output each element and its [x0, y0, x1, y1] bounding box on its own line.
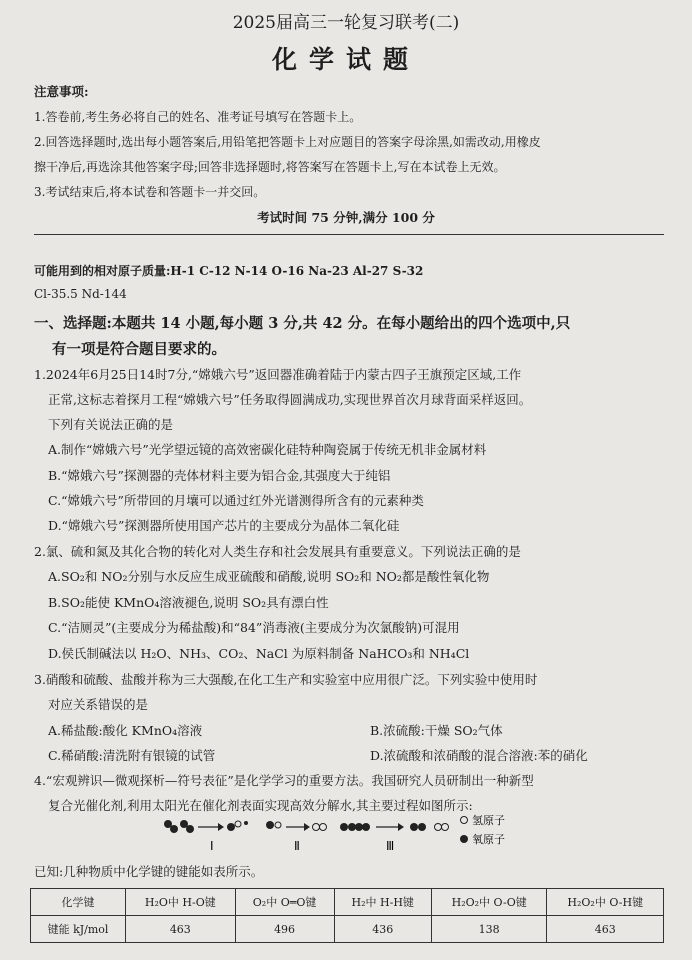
option-a: A.稀盐酸:酸化 KMnO₄溶液 [48, 723, 203, 738]
option-d: D.浓硫酸和浓硝酸的混合溶液:苯的硝化 [370, 748, 588, 763]
question-4-stem: 4.“宏观辨识—微观探析—符号表征”是化学学习的重要方法。我国研究人员研制出一种新型 [34, 773, 534, 788]
peroxide-molecule [340, 823, 370, 831]
section-heading: 一、选择题:本题共 14 小题,每小题 3 分,共 42 分。在每小题给出的四个选项中,只 [34, 315, 571, 332]
hydrogen-pair [313, 824, 327, 831]
question-1-stem: 正常,这标志着探月工程“嫦娥六号”任务取得圆满成功,实现世界首次月球背面采样返回。 [48, 392, 532, 407]
question-2-stem: 2.氯、硫和氮及其化合物的转化对人类生存和社会发展具有重要意义。下列说法正确的是 [34, 544, 521, 559]
table-cell: 键能 kJ/mol [31, 916, 126, 943]
question-3-stem: 对应关系错误的是 [48, 697, 149, 712]
divider [34, 234, 664, 235]
table-cell: 463 [126, 916, 236, 943]
exam-title: 2025届高三一轮复习联考(二) [232, 13, 460, 33]
table-row [31, 916, 664, 943]
oxygen-molecule [410, 823, 426, 831]
diagram-svg [158, 812, 598, 854]
arrow-icon [376, 823, 404, 831]
table-cell: 436 [334, 916, 431, 943]
option-c: C.“洁厕灵”(主要成分为稀盐酸)和“84”消毒液(主要成分为次氯酸钠)可混用 [48, 620, 460, 635]
legend-oxygen: 氧原子 [472, 833, 505, 846]
atomic-mass-line: 可能用到的相对原子质量:H-1 C-12 N-14 O-16 Na-23 Al-27 S-32 [34, 264, 424, 278]
subject-title: 化学试题 [271, 45, 420, 74]
legend-hydrogen: 氢原子 [472, 814, 505, 827]
table-cell: 463 [547, 916, 664, 943]
water-splitting-diagram [158, 812, 598, 854]
table-cell: 138 [431, 916, 547, 943]
option-b: B.SO₂能使 KMnO₄溶液褪色,说明 SO₂具有漂白性 [48, 595, 329, 610]
bond-energy-table [30, 888, 664, 943]
option-c: C.“嫦娥六号”所带回的月壤可以通过红外光谱测得所含有的元素种类 [48, 493, 424, 508]
note-item: 3.考试结束后,将本试卷和答题卡一并交回。 [34, 185, 266, 199]
arrow-icon [198, 823, 224, 831]
option-d: D.侯氏制碱法以 H₂O、NH₃、CO₂、NaCl 为原料制备 NaHCO₃和 NH₄Cl [48, 646, 470, 661]
option-b: B.浓硫酸:干燥 SO₂气体 [370, 723, 503, 738]
table-header-row [31, 889, 664, 916]
note-item: 1.答卷前,考生务必将自己的姓名、准考证号填写在答题卡上。 [34, 110, 362, 124]
oxygen-legend-icon [460, 835, 468, 843]
step-label: Ⅲ [386, 839, 395, 853]
table-cell: H₂O₂中 O-O键 [431, 889, 547, 916]
reactant-molecules [164, 820, 194, 833]
option-d: D.“嫦娥六号”探测器所使用国产芯片的主要成分为晶体二氧化硅 [48, 518, 400, 533]
option-a: A.SO₂和 NO₂分别与水反应生成亚硫酸和硝酸,说明 SO₂和 NO₂都是酸性氧化物 [48, 569, 490, 584]
table-cell: H₂O₂中 O-H键 [547, 889, 664, 916]
note-item: 擦干净后,再选涂其他答案字母;回答非选择题时,将答案写在答题卡上,写在本试卷上无效。 [34, 160, 506, 174]
table-cell: 496 [235, 916, 334, 943]
note-item: 2.回答选择题时,选出每小题答案后,用铅笔把答题卡上对应题目的答案字母涂黑,如需改动,用橡皮 [34, 135, 541, 149]
exam-time: 考试时间 75 分钟,满分 100 分 [257, 210, 435, 225]
table-cell: 化学键 [31, 889, 126, 916]
table-cell: O₂中 O═O键 [235, 889, 334, 916]
hydrogen-pair [435, 824, 449, 831]
option-a: A.制作“嫦娥六号”光学望远镜的高效密碳化硅特种陶瓷属于传统无机非金属材料 [48, 442, 487, 457]
table-cell: H₂中 H-H键 [334, 889, 431, 916]
notes-heading: 注意事项: [34, 84, 89, 99]
known-statement: 已知:几种物质中化学键的键能如表所示。 [34, 864, 264, 879]
arrow-icon [286, 823, 310, 831]
question-1-stem: 1.2024年6月25日14时7分,“嫦娥六号”返回器准确着陆于内蒙古四子王旗预定区域,工作 [34, 367, 522, 382]
atomic-mass-line: Cl-35.5 Nd-144 [34, 287, 127, 301]
step-label: Ⅱ [294, 839, 300, 853]
step-label: Ⅰ [210, 839, 214, 853]
table-cell: H₂O中 H-O键 [126, 889, 236, 916]
question-4-stem: 复合光催化剂,利用太阳光在催化剂表面实现高效分解水,其主要过程如图所示: [48, 798, 473, 813]
hydrogen-legend-icon [461, 817, 468, 824]
option-b: B.“嫦娥六号”探测器的壳体材料主要为铝合金,其强度大于纯铝 [48, 468, 391, 483]
intermediate-molecules [227, 821, 281, 831]
option-c: C.稀硝酸:清洗附有银镜的试管 [48, 748, 216, 763]
section-heading: 有一项是符合题目要求的。 [52, 341, 226, 358]
question-3-stem: 3.硝酸和硫酸、盐酸并称为三大强酸,在化工生产和实验室中应用很广泛。下列实验中使用时 [34, 672, 538, 687]
question-1-stem: 下列有关说法正确的是 [48, 417, 174, 432]
